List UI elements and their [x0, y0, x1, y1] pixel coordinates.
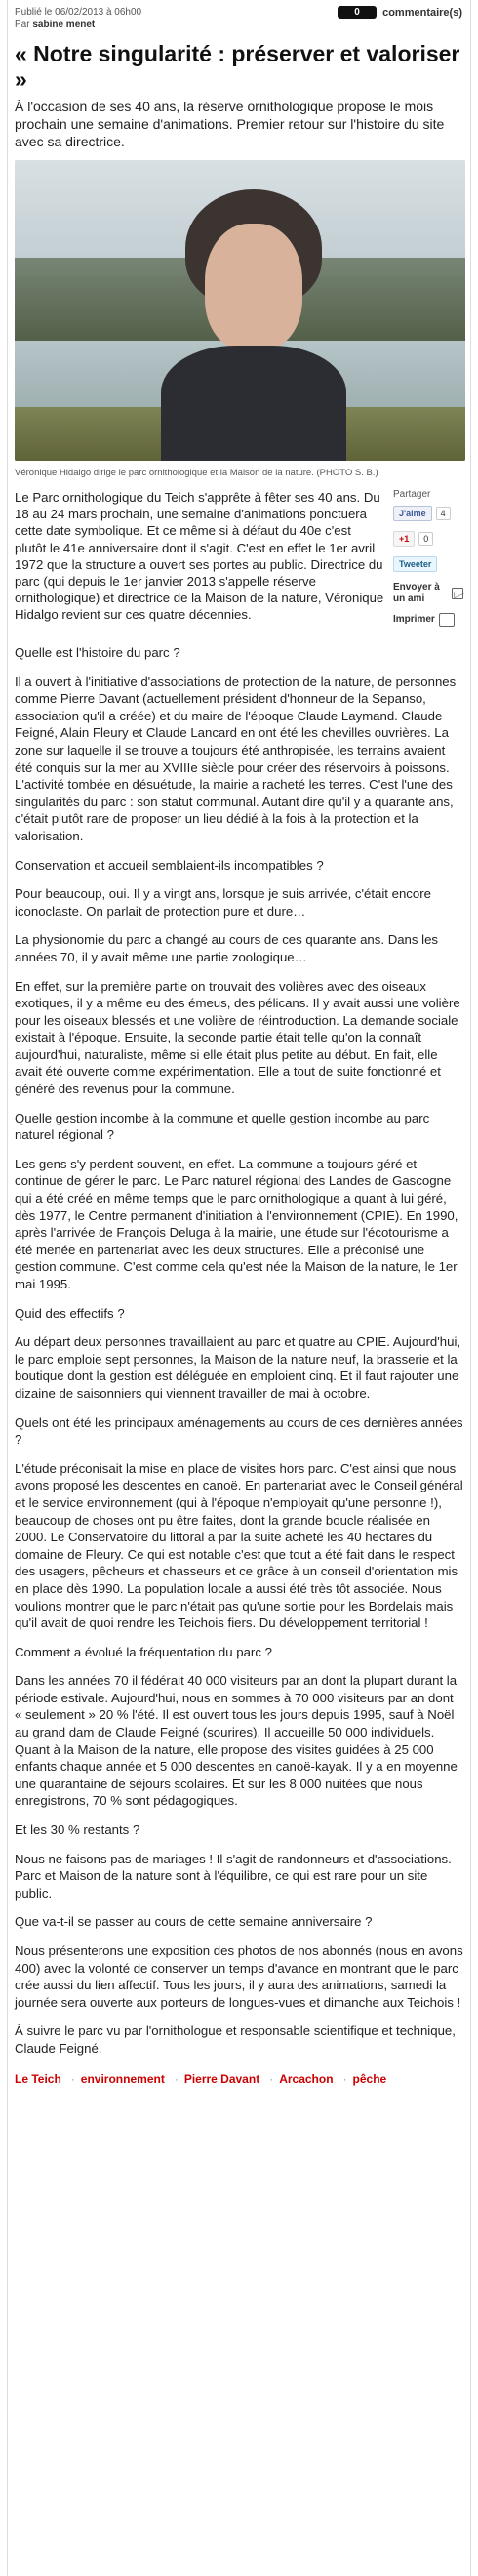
article-tags — [15, 2071, 463, 2087]
tweet-button[interactable]: Tweeter — [393, 556, 437, 572]
question-paragraph: Quels ont été les principaux aménagements au cours de ces dernières années ? — [15, 1414, 463, 1448]
gplus-button[interactable]: +1 — [393, 531, 415, 547]
question-paragraph: Quelle gestion incombe à la commune et quelle gestion incombe au parc naturel régional ? — [15, 1110, 430, 1143]
answer-paragraph: L'étude préconisait la mise en place de visites hors parc. C'est ainsi que nous avons proposé les descentes en canoë. En partenariat avec le Conseil général et le service environnement (qui à l'époque n'employait qu'une personne !), beaucoup de choses ont pu être faites, dont la grande boucle réalisée en 2000. Le Conservatoire du littoral a par la suite acheté les 40 hectares du domaine de Fleury. Ce qui est notable c'est que tout a été fait dans le respect des usagers, pêcheurs et chasseurs et ce grâce à un conseil d'orientation mis en place dès 1990. La population locale a aussi été très tôt associée. Nous voulions montrer que le parc n'était pas qu'une sortie pour les Bordelais mais qu'il avait de quoi rendre les Teichois fiers. Du développement territorial ! — [15, 1460, 463, 1631]
author-name[interactable]: sabine menet — [32, 20, 96, 30]
photo-body — [161, 346, 346, 461]
article-page — [7, 0, 471, 2576]
tag-link[interactable]: Pierre Davant — [183, 2071, 260, 2086]
question-paragraph: Que va-t-il se passer au cours de cette semaine anniversaire ? — [15, 1914, 373, 1930]
answer-paragraph: En effet, sur la première partie on trouvait des volières avec des oiseaux exotiques, il y a même eu des émeus, des pélicans. Il y avait aussi une volière pour les oiseaux blessés et une volière de réintroduction. La demande sociale existait à l'époque. Ensuite, la seconde partie était telle qu'on la connaît aujourd'hui, naturaliste, même si elle était plus petite au début. En fait, elle avait été ouverte comme expérimentation. Elle a tout de suite fonctionné et généré des revenus pour la commune. — [15, 978, 460, 1097]
article-title: « Notre singularité : préserver et valoriser » — [15, 41, 460, 92]
email-friend-label: Envoyer à un ami — [393, 582, 440, 604]
answer-paragraph: Nous ne faisons pas de mariages ! Il s'agit de randonneurs et d'associations. Parc et Maison de la nature sont à l'équilibre, ce qui est rare pour un site public. — [15, 1851, 452, 1901]
tweet-row — [393, 556, 463, 572]
comments-link[interactable] — [338, 6, 462, 19]
article-photo — [15, 160, 465, 461]
tag-separator: · — [174, 2071, 179, 2086]
publish-date: Publié le 06/02/2013 à 06h00 — [15, 7, 142, 18]
tag-link[interactable]: pêche — [352, 2071, 387, 2086]
answer-paragraph: À suivre le parc vu par l'ornithologue et responsable scientifique et technique, Claude Feigné. — [15, 2024, 456, 2056]
mail-icon — [452, 588, 463, 599]
tag-link[interactable]: environnement — [80, 2071, 165, 2086]
question-paragraph: Quid des effectifs ? — [15, 1305, 125, 1321]
answer-paragraph: Les gens s'y perdent souvent, en effet. La commune a toujours géré et continue de gérer le parc. Le Parc naturel régional des Landes de Gascogne qui a été créé en même temps que le parc ornithologique a quant à lui géré, dès 1977, le Centre permanent d'initiation à l'environnement (CPIE). En 1990, après l'arrivée de François Deluga à la mairie, une étude sur l'écotourisme a été menée en partenariat avec les deux structures. Elle a préconisé une gestion commune. C'est comme cela qu'est née la Maison de la nature, le 1er mai 1995. — [15, 1156, 458, 1291]
photo-caption: Véronique Hidalgo dirige le parc ornithologique et la Maison de la nature. (PHOTO S. B.) — [15, 468, 378, 478]
tag-link[interactable]: Le Teich — [15, 2071, 61, 2086]
tag-separator: · — [269, 2071, 274, 2086]
article-intro-row — [15, 489, 463, 634]
answer-paragraph: Dans les années 70 il fédérait 40 000 visiteurs par an dont la plupart durant la période estivale. Aujourd'hui, nous en sommes à 70 000 visiteurs par an dont « seulement » 20 % l'été. Il est ouvert tous les jours depuis 1995, sauf à Noël au grand dam de Claude Feigné (sourires). Il accueille 50 000 individuels. Quant à la Maison de la nature, elle propose des visites guidées à 25 000 enfants chaque année et 5 000 descentes en canoë-kayak. Il y a en moyenne une quarantaine de séjours scolaires. Et sur les 8 000 nuitées que nous enregistrons, 70 % sont pédagogiques. — [15, 1673, 458, 1809]
facebook-like-row — [393, 506, 463, 521]
question-paragraph: Quelle est l'histoire du parc ? — [15, 645, 180, 660]
photo-person — [161, 189, 346, 461]
article-body — [15, 644, 463, 2058]
answer-paragraph: Pour beaucoup, oui. Il y a vingt ans, lorsque je suis arrivée, c'était encore iconoclaste. On parlait de protection pure et dure… — [15, 886, 431, 919]
comments-count: 0 — [338, 6, 377, 19]
tag-link[interactable]: Arcachon — [279, 2071, 334, 2086]
comments-label: commentaire(s) — [382, 6, 462, 19]
gplus-row — [393, 531, 463, 547]
answer-paragraph: Au départ deux personnes travaillaient au parc et quatre au CPIE. Aujourd'hui, le parc emploie sept personnes, la Maison de la nature neuf, la brasserie et la boutique dont la gestion est déléguée en emploient cinq. Et il faut rajouter une dizaine de saisonniers qui viennent travailler de mai à octobre. — [15, 1334, 461, 1401]
question-paragraph: Comment a évolué la fréquentation du parc ? — [15, 1644, 272, 1659]
article-chapo: À l'occasion de ses 40 ans, la réserve ornithologique propose le mois prochain une semaine d'animations. Premier retour sur l'histoire du site avec sa directrice. — [15, 99, 445, 149]
answer-paragraph: La physionomie du parc a changé au cours de ces quarante ans. Dans les années 70, il y avait même une partie zoologique… — [15, 932, 438, 964]
share-panel — [393, 489, 463, 634]
question-paragraph: Et les 30 % restants ? — [15, 1822, 140, 1838]
print-link[interactable] — [393, 613, 463, 627]
tag-separator: · — [342, 2071, 347, 2086]
print-label: Imprimer — [393, 614, 435, 625]
answer-paragraph: Il a ouvert à l'initiative d'associations de protection de la nature, de personnes comme Pierre Davant (actuellement président d'honneur de la Sepanso, association qu'il a créée) et du maire de l'époque Claude Laymand. Claude Feigné, Alain Fleury et Claude Lancard en ont été les chevilles ouvrières. La zone sur laquelle il se trouve a toujours été anthropisée, les terrains avaient été conquis sur la mer au XVIIIe siècle pour créer des réservoirs à poissons. L'activité tombée en désuétude, la mairie a racheté les terres. C'est l'une des singularités du parc : son statut communal. Autant dire qu'il y a quarante ans, c'était plutôt rare de proposer un lieu dédié à la fois à la protection et la valorisation. — [15, 674, 457, 843]
facebook-like-button[interactable]: J'aime — [393, 506, 432, 521]
email-friend-link[interactable] — [393, 582, 463, 605]
author-line — [15, 19, 463, 31]
author-prefix: Par — [15, 20, 33, 30]
facebook-like-count: 4 — [436, 507, 451, 520]
photo-face — [205, 224, 302, 350]
tag-separator: · — [70, 2071, 75, 2086]
question-paragraph: Conservation et accueil semblaient-ils incompatibles ? — [15, 857, 324, 873]
share-title: Partager — [393, 489, 431, 500]
answer-paragraph: Nous présenterons une exposition des photos de nos abonnés (nous en avons 400) avec la volonté de conserver un temps d'avance en montrant que le parc crée aussi du lien affectif. Tous les jours, il y aura des animations, samedi la journée sera ouverte aux porteurs de longues-vues et dimanche aux Teichois ! — [15, 1943, 463, 2010]
article-intro: Le Parc ornithologique du Teich s'apprête à fêter ses 40 ans. Du 18 au 24 mars prochain, une semaine d'animations ponctuera cette date symbolique. Et ce même si à défaut du 40e c'est plutôt le 41e anniversaire dont il s'agit. C'est en effet le 1er avril 1972 que la structure a ouvert ses portes au public. Directrice du parc (qui depuis le 1er janvier 2013 s'appelle réserve ornithologique) et directrice de la Maison de la nature, Véronique Hidalgo revient sur ces quatre décennies. — [15, 490, 384, 623]
gplus-count: 0 — [418, 532, 433, 546]
printer-icon — [439, 613, 455, 627]
